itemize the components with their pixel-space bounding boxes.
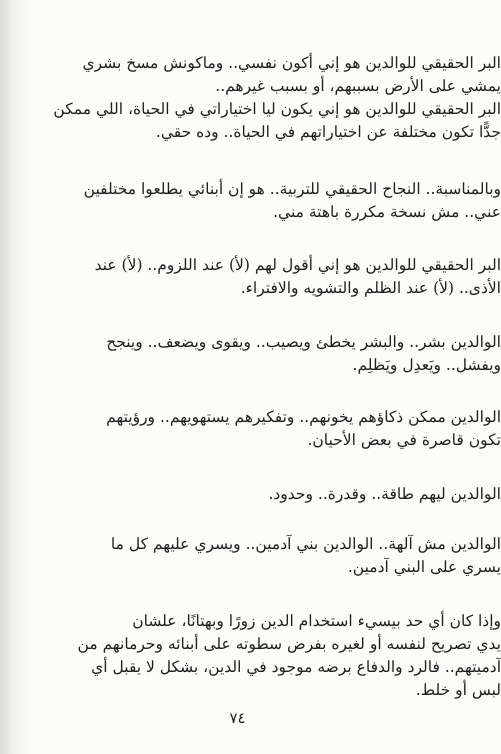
paragraph-line: الوالدين بشر.. والبشر يخطئ ويصيب.. ويقوى ويضعف.. وينجح (106, 333, 501, 351)
paragraph-line: ويفشل.. ويَعدِل ويَظلِم. (352, 356, 501, 374)
paragraph-line: البر الحقيقي للوالدين هو إني أقول لهم (لأ) عند اللزوم.. (لأ) عند (94, 256, 501, 274)
paragraph-5 (26, 331, 501, 377)
paragraph-3 (26, 178, 501, 224)
paragraph-line: الوالدين ليهم طاقة.. وقدرة.. وحدود. (268, 485, 501, 503)
paragraph-line: البر الحقيقي للوالدين هو إني يكون ليا اختياراتي في الحياة، اللي ممكن (53, 100, 501, 118)
paragraph-9 (26, 610, 501, 702)
paragraph-line: الوالدين مش آلهة.. الوالدين بني آدمين.. ويسري عليهم كل ما (110, 535, 501, 553)
paragraph-line: لبس أو خلط. (415, 681, 501, 699)
paragraph-line: وإذا كان أي حد بيسيء استخدام الدين زورًا وبهتانًا، علشان (132, 612, 501, 630)
paragraph-line: جدًّا تكون مختلفة عن اختياراتهم في الحياة.. وده حقي. (155, 123, 501, 141)
paragraph-4 (26, 254, 501, 300)
paragraph-line: الوالدين ممكن ذكاؤهم يخونهم.. وتفكيرهم يستهويهم.. ورؤيتهم (106, 408, 501, 426)
paragraph-line: يمشي على الأرض بسببهم، أو بسبب غيرهم.. (215, 77, 501, 95)
paragraph-1 (26, 52, 501, 98)
paragraph-line: تكون قاصرة في بعض الأحيان. (307, 431, 501, 449)
paragraph-2 (26, 98, 501, 144)
paragraph-line: الأذى.. (لأ) عند الظلم والتشويه والافتراء. (240, 279, 501, 297)
paragraph-6 (26, 406, 501, 452)
paragraph-line: عني.. مش نسخة مكررة باهتة مني. (273, 203, 501, 221)
paragraph-8 (26, 533, 501, 579)
paragraph-7 (26, 483, 501, 506)
paragraph-line: يسري على البني آدمين. (347, 558, 501, 576)
paragraph-line: البر الحقيقي للوالدين هو إني أكون نفسي.. وماكونش مسخ بشري (82, 54, 501, 72)
paragraph-line: وبالمناسبة.. النجاح الحقيقي للتربية.. هو إن أبنائي يطلعوا مختلفين (83, 180, 501, 198)
page-number: ٧٤ (229, 709, 246, 727)
paragraph-line: آدميتهم.. فالرد والدفاع برضه موجود في الدين، بشكل لا يقبل أي (91, 658, 501, 676)
paragraph-line: يدي تصريح لنفسه أو لغيره بفرض سطوته على أبنائه وحرمانهم من (77, 635, 501, 653)
